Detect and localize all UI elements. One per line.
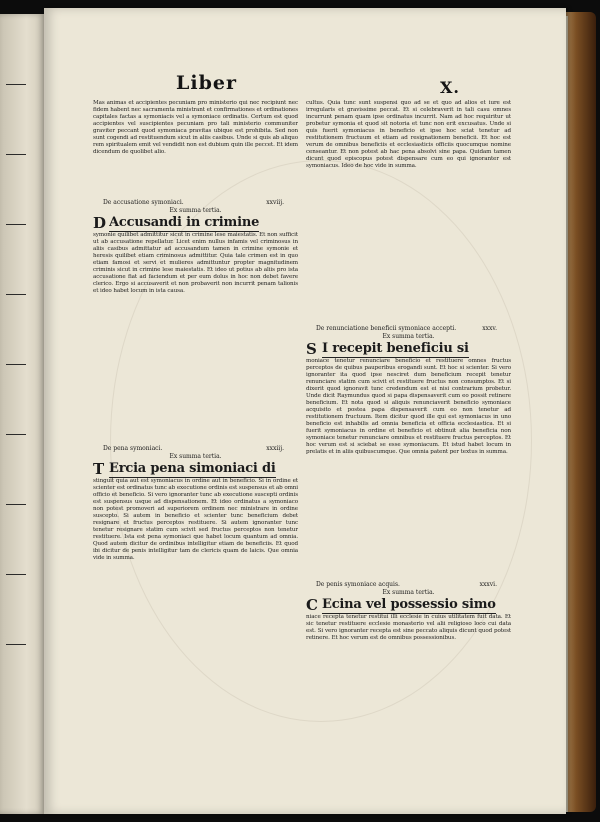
paragraph: cultus. Quia tunc sunt suspensi quo ad se et quo ad alios et iure est irregularis et gravissime peccat. Et si celebraverit in tali casu omnes incurrunt penam quam ipse ordinatus incurrit. Nam ad hoc requiritur ut probetur symonia et quod sit notoria et tunc non erit excusatus. Unde si quis fuerit symoniacus in beneficio et ipse hoc sciat tenetur ad restitutionem fructuum et etiam ad resignationem beneficii. Et hoc est verum de omnibus beneficiis et ecclesiasticis officiis quocumque nomine censeantur. Et non potest ab hac pena absolvi sine papa. Quidam tamen dicunt quod episcopus potest dispensare cum eo qui ignoranter est symoniacus. Ideo de hoc vide in summa. xyxy=(306,100,511,169)
ink-mark xyxy=(6,364,26,365)
heading-text: I recepit beneficiu si xyxy=(322,342,469,356)
chapter-rubric xyxy=(103,445,298,453)
initial-letter: T xyxy=(93,460,105,478)
chapter-heading xyxy=(306,342,511,358)
rubric-label: De renunciatione beneficii symoniace accepti. xyxy=(316,325,457,332)
paragraph: stinguit quia aut est symoniacus in ordine aut in beneficio. Si in ordine et scienter est ordinatus tunc ab executione ordinis est suspensus et ab omni officio et beneficio. Si vero ignoranter tunc ab executione suscepti ordinis est suspensus usque ad dispensationem. Et ideo ordinatus a symoniaco non potest promoveri ad superiorem ordinem nec ministrare in ordine suscepto. Si autem in beneficio et scienter tunc beneficium debet resignare et fructus perceptos restituere. Si autem ignoranter tunc tenetur resignare statim cum scivit sed fructus perceptos non tenetur restituere. Ista est pena symoniaci que habet locum quantum ad omnia. Quod autem dicitur de ordinibus intelligitur etiam de beneficiis. Et quod ibi dicitur de penis intelligitur tam de clericis quam de laicis. Que omnia vide in summa. xyxy=(93,478,298,561)
heading-text: Ecina vel possessio simo xyxy=(322,598,496,612)
chapter-heading xyxy=(306,598,511,614)
chapter-rubric xyxy=(316,325,511,333)
source-note: Ex summa tertia. xyxy=(169,453,222,460)
paragraph: symonie quilibet admittitur sicut in crimine lese maiestatis. Et non sufficit ut ab accusatione repellatur. Licet enim nullus infamis vel criminosus in aliis casibus admittatur ad accusandum tamen in crimine symonie et heresis quilibet etiam criminosus admittitur. Quia tale crimen est in quo etiam famosi et servi et mulieres admittuntur propter magnitudinem criminis sicut in crimine lese maiestatis. Et ideo ut potius ab aliis pro ista accusatione fiat ad faciendum et per eum dolus in hoc non debet favere clerico. Ergo si accusaverit et non probaverit non incurrit penam talionis et ideo habet locum in ista causa. xyxy=(93,232,298,294)
ink-mark xyxy=(6,294,26,295)
ink-mark xyxy=(6,574,26,575)
rubric-label: De accusatione symoniaci. xyxy=(103,199,184,206)
ink-mark xyxy=(6,644,26,645)
initial-letter: S xyxy=(306,340,317,358)
ink-mark xyxy=(6,224,26,225)
paragraph: moniace tenetur renunciare beneficio et restituere omnes fructus perceptos de quibus pauperibus erogandi sunt. Et hoc si scienter. Si vero ignoranter ita quod ipse nesciret dum beneficium recepit tenetur renunciare statim cum scivit et restituere fructus non consumptos. Et si dixerit quod ignoravit tunc credendum est ei nisi contrarium probetur. Unde dicit Raymundus quod si papa dispensaverit cum eo possit retinere beneficium. Et nota quod si aliquis renunciaverit beneficio symoniace acquisito et postea papa dispensaverit cum eo non tenetur ad restitutionem fructuum. Item dicitur quod ille qui est symoniacus in uno beneficio est inhabilis ad omnia beneficia et officia ecclesiastica. Et si fuerit symoniacus in ordine et beneficio et obtinuit alia beneficia non symoniace tenetur renunciare omnibus et restituere fructus perceptos. Et hoc verum est si sciebat se esse symoniacum. Et istud habet locum in prelatis et in aliis quibuscumque. Que omnia patent per textus in summa. xyxy=(306,358,511,455)
source-note: Ex summa tertia. xyxy=(382,333,435,340)
running-head-right: X. xyxy=(440,78,460,97)
chapter-rubric xyxy=(316,581,511,589)
facing-page-edge xyxy=(0,14,44,814)
paragraph: Mas animas et accipientes pecuniam pro ministerio qui nec recipiunt nec fidem habent nec sacramenta ministrant et confirmationes et ordinationes capitales factas a symoniacis vel a symoniace ordinatis. Certum est quod accipientes vel suscipientes pecuniam pro tali ministerio communiter graviter peccant quod symoniaca pravitas ubique est prohibita. Sed non sunt cogendi ad restituendum sicut in aliis casibus. Unde si quis ab aliquo rem spiritualem emit vel vendidit non est dubium quin ille peccet. Et idem dicendum de quolibet alio. xyxy=(93,100,298,155)
running-head-left: Liber xyxy=(176,72,237,94)
rubric-number: xxxv. xyxy=(482,325,497,332)
ink-mark xyxy=(6,434,26,435)
chapter-rubric xyxy=(103,199,298,207)
heading-text: Ercia pena simoniaci di xyxy=(109,462,276,476)
chapter-heading xyxy=(93,462,298,478)
chapter-heading xyxy=(93,216,298,232)
ink-mark xyxy=(6,84,26,85)
paragraph: niace recepta tenetur restitui illi ecclesie in cuius utilitatem fuit data. Et sic tenetur restituere ecclesie monasterio vel alii religioso loco cui data est. Si vero ignoranter recepta est sine peccato aliquis dicunt quod potest retinere. Et hoc verum est de omnibus possessionibus. xyxy=(306,614,511,641)
ink-mark xyxy=(6,154,26,155)
ink-mark xyxy=(6,504,26,505)
heading-text: Accusandi in crimine xyxy=(109,216,260,230)
rubric-number: xxxvi. xyxy=(479,581,497,588)
right-column xyxy=(306,100,511,670)
rubric-label: De pena symoniaci. xyxy=(103,445,163,452)
rubric-number: xxxiij. xyxy=(266,445,284,452)
rubric-label: De penis symoniace acquis. xyxy=(316,581,400,588)
rubric-number: xxviij. xyxy=(266,199,284,206)
source-note: Ex summa tertia. xyxy=(169,207,222,214)
initial-letter: C xyxy=(306,596,318,614)
initial-letter: D xyxy=(93,214,107,232)
source-note: Ex summa tertia. xyxy=(382,589,435,596)
left-column xyxy=(93,100,298,700)
